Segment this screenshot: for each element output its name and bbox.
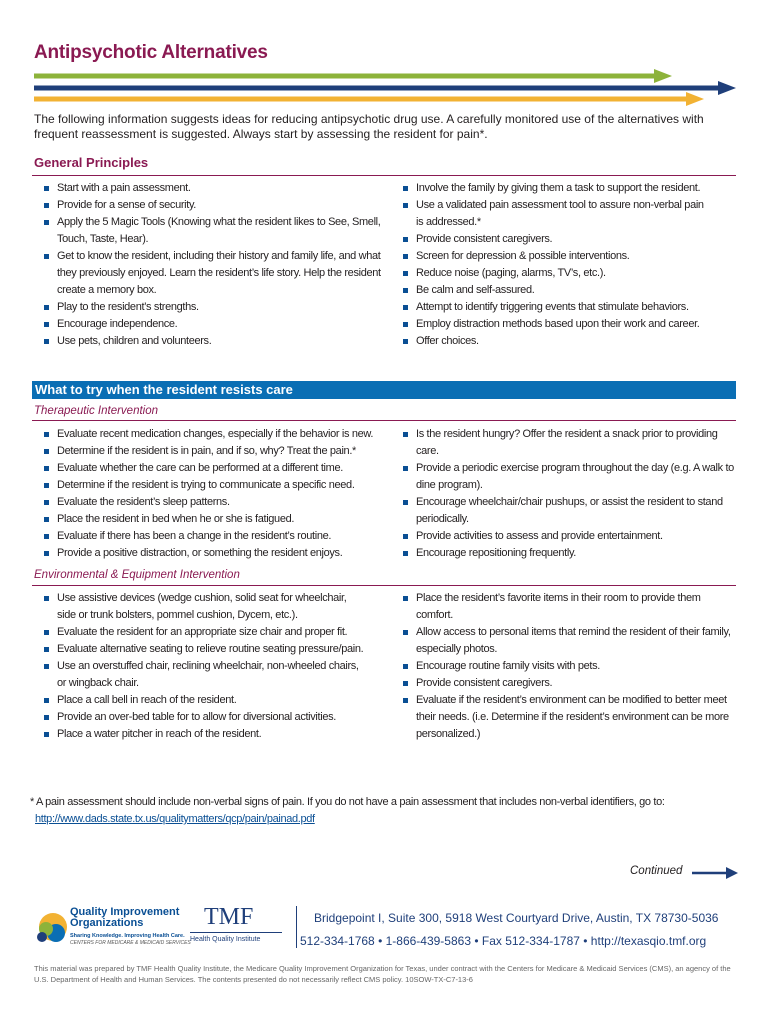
list-item: Evaluate if there has been a change in the resident’s routine. bbox=[44, 528, 384, 545]
qio-name-line2: Organizations bbox=[70, 917, 144, 929]
general-principles-left-list bbox=[44, 180, 384, 350]
list-item: Encourage repositioning frequently. bbox=[403, 545, 741, 562]
resists-care-banner: What to try when the resident resists care bbox=[32, 381, 736, 399]
list-item: Offer choices. bbox=[403, 333, 713, 350]
environmental-left-list bbox=[44, 590, 364, 743]
list-item: Place a call bell in reach of the resident. bbox=[44, 692, 364, 709]
tmf-logo: TMF bbox=[204, 904, 254, 930]
general-principles-right-list bbox=[403, 180, 713, 350]
footer-address: Bridgepoint I, Suite 300, 5918 West Courtyard Drive, Austin, TX 78730-5036 bbox=[314, 911, 719, 925]
list-item: Use an overstuffed chair, reclining wheelchair, non-wheeled chairs, or wingback chair. bbox=[44, 658, 364, 692]
section-divider bbox=[32, 420, 736, 421]
therapeutic-heading: Therapeutic Intervention bbox=[34, 405, 159, 417]
list-item: Place the resident’s favorite items in their room to provide them comfort. bbox=[403, 590, 733, 624]
list-item: Place a water pitcher in reach of the resident. bbox=[44, 726, 364, 743]
list-item: Provide a periodic exercise program throughout the day (e.g. A walk to dine program). bbox=[403, 460, 741, 494]
qio-name-line1: Quality Improvement bbox=[70, 906, 180, 918]
list-item: Provide activities to assess and provide entertainment. bbox=[403, 528, 741, 545]
list-item: Play to the resident’s strengths. bbox=[44, 299, 384, 316]
list-item: Encourage wheelchair/chair pushups, or assist the resident to stand periodically. bbox=[403, 494, 741, 528]
therapeutic-left-list bbox=[44, 426, 384, 562]
list-item: Evaluate alternative seating to relieve routine seating pressure/pain. bbox=[44, 641, 364, 658]
list-item: Provide for a sense of security. bbox=[44, 197, 384, 214]
list-item: Encourage routine family visits with pets. bbox=[403, 658, 733, 675]
qio-name bbox=[70, 907, 179, 929]
painad-link[interactable]: http://www.dads.state.tx.us/qualitymatters/qcp/pain/painad.pdf bbox=[35, 813, 315, 825]
pain-assessment-footnote bbox=[30, 794, 740, 828]
list-item: Place the resident in bed when he or she is fatigued. bbox=[44, 511, 384, 528]
footnote-text: * A pain assessment should include non-verbal signs of pain. If you do not have a pain assessment that includes non-verbal identifiers, go to: bbox=[30, 796, 665, 808]
tmf-logo-rule bbox=[190, 932, 282, 933]
qio-subtag: CENTERS FOR MEDICARE & MEDICAID SERVICES bbox=[70, 940, 191, 946]
list-item: Get to know the resident, including their history and family life, and what they previously enjoyed. Learn the resident’s life story. Help the resident create a memory box. bbox=[44, 248, 384, 299]
list-item: Screen for depression & possible interventions. bbox=[403, 248, 713, 265]
list-item: Evaluate the resident’s sleep patterns. bbox=[44, 494, 384, 511]
qio-logo-icon bbox=[34, 909, 68, 945]
list-item: Provide consistent caregivers. bbox=[403, 675, 733, 692]
list-item: Evaluate recent medication changes, especially if the behavior is new. bbox=[44, 426, 384, 443]
list-item: Use a validated pain assessment tool to assure non-verbal pain is addressed.* bbox=[403, 197, 713, 231]
list-item: Encourage independence. bbox=[44, 316, 384, 333]
list-item: Apply the 5 Magic Tools (Knowing what the resident likes to See, Smell, Touch, Taste, Hear). bbox=[44, 214, 384, 248]
continued-arrow-icon bbox=[692, 866, 738, 880]
list-item: Employ distraction methods based upon their work and career. bbox=[403, 316, 713, 333]
section-divider bbox=[32, 585, 736, 586]
environmental-right-list bbox=[403, 590, 733, 743]
list-item: Reduce noise (paging, alarms, TV’s, etc.). bbox=[403, 265, 713, 282]
tmf-subtitle: Health Quality Institute bbox=[190, 936, 261, 943]
list-item: Determine if the resident is trying to communicate a specific need. bbox=[44, 477, 384, 494]
general-principles-heading: General Principles bbox=[34, 155, 149, 170]
list-item: Be calm and self-assured. bbox=[403, 282, 713, 299]
therapeutic-right-list bbox=[403, 426, 741, 562]
list-item: Provide consistent caregivers. bbox=[403, 231, 713, 248]
list-item: Attempt to identify triggering events that stimulate behaviors. bbox=[403, 299, 713, 316]
list-item: Provide an over-bed table for to allow for diversional activities. bbox=[44, 709, 364, 726]
list-item: Provide a positive distraction, or something the resident enjoys. bbox=[44, 545, 384, 562]
list-item: Determine if the resident is in pain, and if so, why? Treat the pain.* bbox=[44, 443, 384, 460]
continued-label: Continued bbox=[630, 865, 683, 877]
footer-divider bbox=[296, 906, 297, 948]
decorative-arrows bbox=[0, 66, 770, 106]
section-divider bbox=[32, 175, 736, 176]
page-title: Antipsychotic Alternatives bbox=[34, 42, 268, 63]
qio-tagline: Sharing Knowledge. Improving Health Care. bbox=[70, 933, 185, 939]
intro-paragraph: The following information suggests ideas for reducing antipsychotic drug use. A carefully monitored use of the alternatives with frequent reassessment is suggested. Always start by assessing the resident for pain*. bbox=[34, 112, 704, 141]
list-item: Is the resident hungry? Offer the resident a snack prior to providing care. bbox=[403, 426, 741, 460]
environmental-heading: Environmental & Equipment Intervention bbox=[34, 569, 240, 581]
cms-disclaimer: This material was prepared by TMF Health Quality Institute, the Medicare Quality Improvement Organization for Texas, under contract with the Centers for Medicare & Medicaid Services (CMS), an agency of the U.S. Department of Health and Human Services. The contents presented do not necessarily reflect CMS policy. 10SOW-TX-C7-13-6 bbox=[34, 964, 731, 984]
list-item: Allow access to personal items that remind the resident of their family, especially photos. bbox=[403, 624, 733, 658]
list-item: Start with a pain assessment. bbox=[44, 180, 384, 197]
footer-contact: 512-334-1768 • 1-866-439-5863 • Fax 512-334-1787 • http://texasqio.tmf.org bbox=[300, 934, 707, 948]
list-item: Evaluate the resident for an appropriate size chair and proper fit. bbox=[44, 624, 364, 641]
list-item: Use pets, children and volunteers. bbox=[44, 333, 384, 350]
list-item: Involve the family by giving them a task to support the resident. bbox=[403, 180, 713, 197]
list-item: Evaluate whether the care can be performed at a different time. bbox=[44, 460, 384, 477]
list-item: Use assistive devices (wedge cushion, solid seat for wheelchair, side or trunk bolsters, pommel cushion, Dycem, etc.). bbox=[44, 590, 364, 624]
list-item: Evaluate if the resident’s environment can be modified to better meet their needs. (i.e. Determine if the resident’s environment can be more personalized.) bbox=[403, 692, 733, 743]
